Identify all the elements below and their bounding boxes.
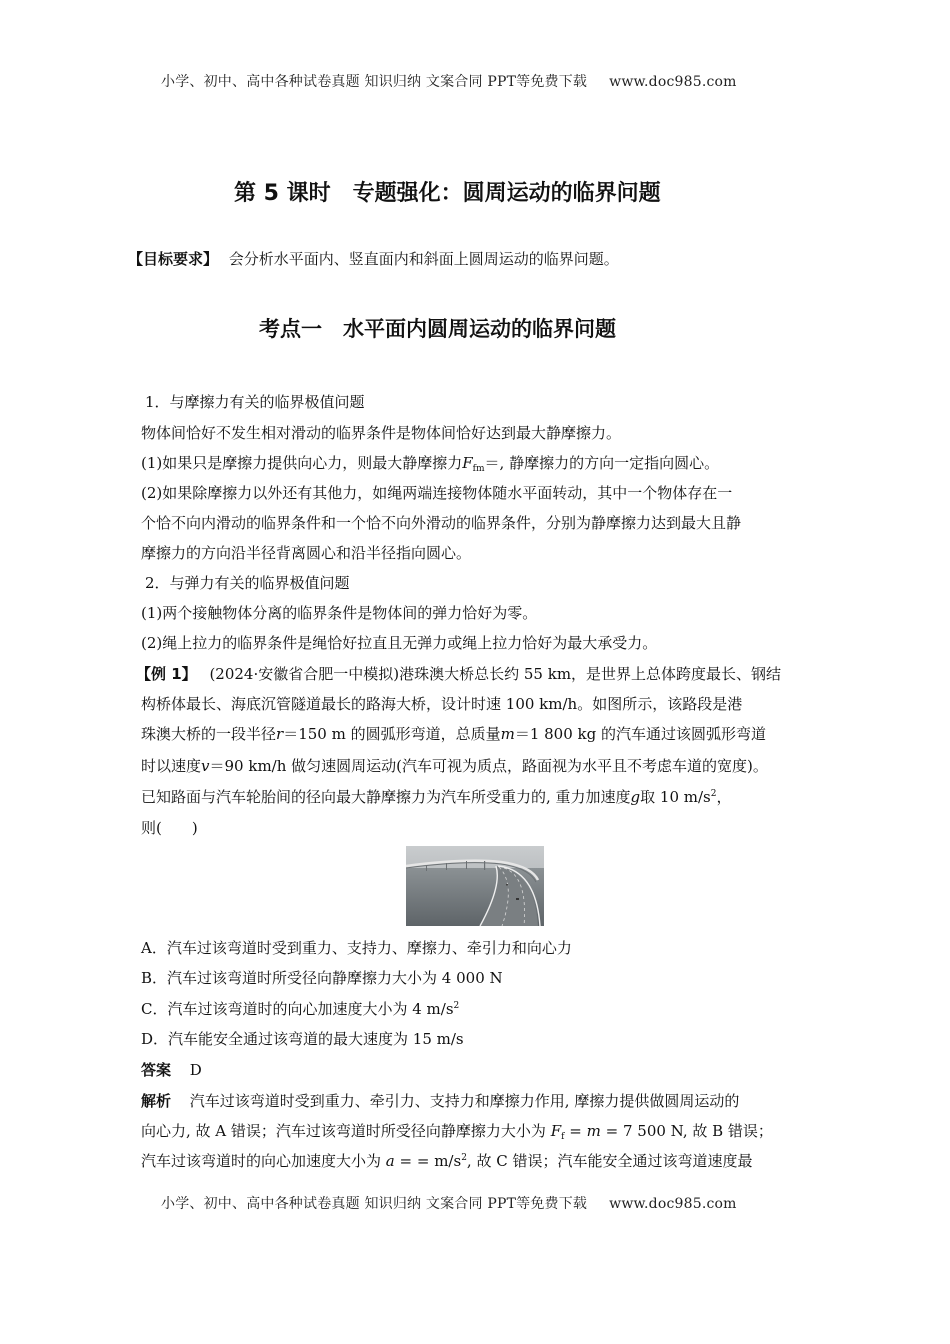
- body-line-5: 个恰不向内滑动的临界条件和一个恰不向外滑动的临界条件，分别为静摩擦力达到最大且静: [141, 514, 742, 532]
- example-line-1: [136, 663, 781, 685]
- header-text: 小学、初中、高中各种试卷真题 知识归纳 文案合同 PPT等免费下载: [161, 74, 588, 90]
- analysis-accel-symbol: a: [385, 1152, 395, 1170]
- body-line-9: (2)绳上拉力的临界条件是绳恰好拉直且无弹力或绳上拉力恰好为最大承受力。: [141, 634, 658, 652]
- analysis-force-symbol: F: [550, 1122, 562, 1140]
- bridge-photo-icon: [406, 846, 544, 926]
- example-4b: ＝90 km/h 做匀速圆周运动(汽车可视为质点，路面视为水平且不考虑车道的宽度)。: [209, 757, 768, 775]
- body-line-3b: ＝, 静摩擦力的方向一定指向圆心。: [484, 454, 720, 472]
- example-3b: ＝150 m 的圆弧形弯道，总质量: [283, 725, 501, 743]
- body-line-6: 摩擦力的方向沿半径背离圆心和沿半径指向圆心。: [141, 544, 472, 562]
- example-3a: 珠澳大桥的一段半径: [141, 725, 277, 743]
- analysis-2b: =: [569, 1122, 582, 1140]
- analysis-2c: = 7 500 N, 故 B 错误；: [605, 1122, 773, 1140]
- section-heading: 考点一 水平面内圆周运动的临界问题: [259, 317, 616, 341]
- example-line-2: 构桥体最长、海底沉管隧道最长的路海大桥，设计时速 100 km/h。如图所示，该路段是港: [141, 695, 743, 713]
- body-line-3: [141, 452, 719, 477]
- footer-site: www.doc985.com: [609, 1196, 737, 1212]
- body-line-7: 2．与弹力有关的临界极值问题: [145, 574, 350, 592]
- body-line-2: 物体间恰好不发生相对滑动的临界条件是物体间恰好达到最大静摩擦力。: [141, 424, 622, 442]
- goal-text: 会分析水平面内、竖直面内和斜面上圆周运动的临界问题。: [228, 250, 619, 268]
- option-a: A．汽车过该弯道时受到重力、支持力、摩擦力、牵引力和向心力: [141, 939, 572, 957]
- body-line-3a: (1)如果只是摩擦力提供向心力，则最大静摩擦力: [141, 454, 463, 472]
- friction-symbol: F: [462, 454, 473, 472]
- option-d: D．汽车能安全通过该弯道的最大速度为 15 m/s: [141, 1030, 464, 1048]
- analysis-line-1: [141, 1090, 739, 1112]
- analysis-text-1: 汽车过该弯道时受到重力、牵引力、支持力和摩擦力作用, 摩擦力提供做圆周运动的: [189, 1092, 740, 1110]
- page-header: [161, 71, 737, 91]
- option-c: [141, 998, 459, 1023]
- answer-label: 答案: [141, 1061, 172, 1079]
- mass-symbol: m: [500, 725, 515, 743]
- example-line-3: [141, 723, 766, 745]
- goal-line: [128, 248, 619, 270]
- gravity-symbol: g: [630, 788, 641, 806]
- analysis-force-sub: f: [561, 1132, 565, 1142]
- example-label: 【例 1】: [136, 665, 197, 683]
- goal-label: 【目标要求】: [128, 250, 219, 268]
- header-site: www.doc985.com: [609, 74, 737, 90]
- example-line-4: [141, 755, 768, 777]
- footer-text: 小学、初中、高中各种试卷真题 知识归纳 文案合同 PPT等免费下载: [161, 1196, 588, 1212]
- analysis-mass-symbol: m: [586, 1122, 601, 1140]
- body-line-4: (2)如果除摩擦力以外还有其他力，如绳两端连接物体随水平面转动，其中一个物体存在一: [141, 484, 733, 502]
- example-5b: 取 10 m/s: [640, 788, 711, 806]
- bridge-photo: [406, 846, 544, 926]
- answer-value: D: [189, 1061, 202, 1079]
- analysis-line-3: [141, 1150, 752, 1175]
- example-5a: 已知路面与汽车轮胎间的径向最大静摩擦力为汽车所受重力的, 重力加速度: [141, 788, 631, 806]
- analysis-line-2: [141, 1120, 773, 1145]
- body-line-1: 1．与摩擦力有关的临界极值问题: [145, 393, 365, 411]
- analysis-3b: = = m/s: [399, 1152, 462, 1170]
- analysis-label: 解析: [141, 1092, 172, 1110]
- example-3c: ＝1 800 kg 的汽车通过该圆弧形弯道: [514, 725, 766, 743]
- analysis-3c: , 故 C 错误；汽车能安全通过该弯道速度最: [466, 1152, 753, 1170]
- page-footer: [161, 1193, 737, 1213]
- example-line-5: [141, 786, 732, 811]
- analysis-3a: 汽车过该弯道时的向心加速度大小为: [141, 1152, 382, 1170]
- option-c-text: C．汽车过该弯道时的向心加速度大小为 4 m/s: [141, 1000, 454, 1018]
- velocity-symbol: v: [201, 757, 210, 775]
- option-b: B．汽车过该弯道时所受径向静摩擦力大小为 4 000 N: [141, 969, 503, 987]
- analysis-2a: 向心力, 故 A 错误；汽车过该弯道时所受径向静摩擦力大小为: [141, 1122, 546, 1140]
- lesson-title: 第 5 课时 专题强化：圆周运动的临界问题: [234, 181, 661, 206]
- example-5c: ，: [716, 788, 732, 806]
- friction-subscript: fm: [472, 464, 485, 474]
- option-c-sup: 2: [453, 1001, 460, 1011]
- answer-line: [141, 1059, 202, 1081]
- body-line-8: (1)两个接触物体分离的临界条件是物体间的弹力恰好为零。: [141, 604, 538, 622]
- analysis-3-sup: 2: [461, 1153, 467, 1163]
- example-line-6: 则( ): [141, 819, 198, 837]
- example-5-sup: 2: [710, 789, 717, 799]
- radius-symbol: r: [276, 725, 284, 743]
- example-4a: 时以速度: [141, 757, 202, 775]
- example-text-1: (2024·安徽省合肥一中模拟)港珠澳大桥总长约 55 km，是世界上总体跨度最长、钢结: [209, 665, 782, 683]
